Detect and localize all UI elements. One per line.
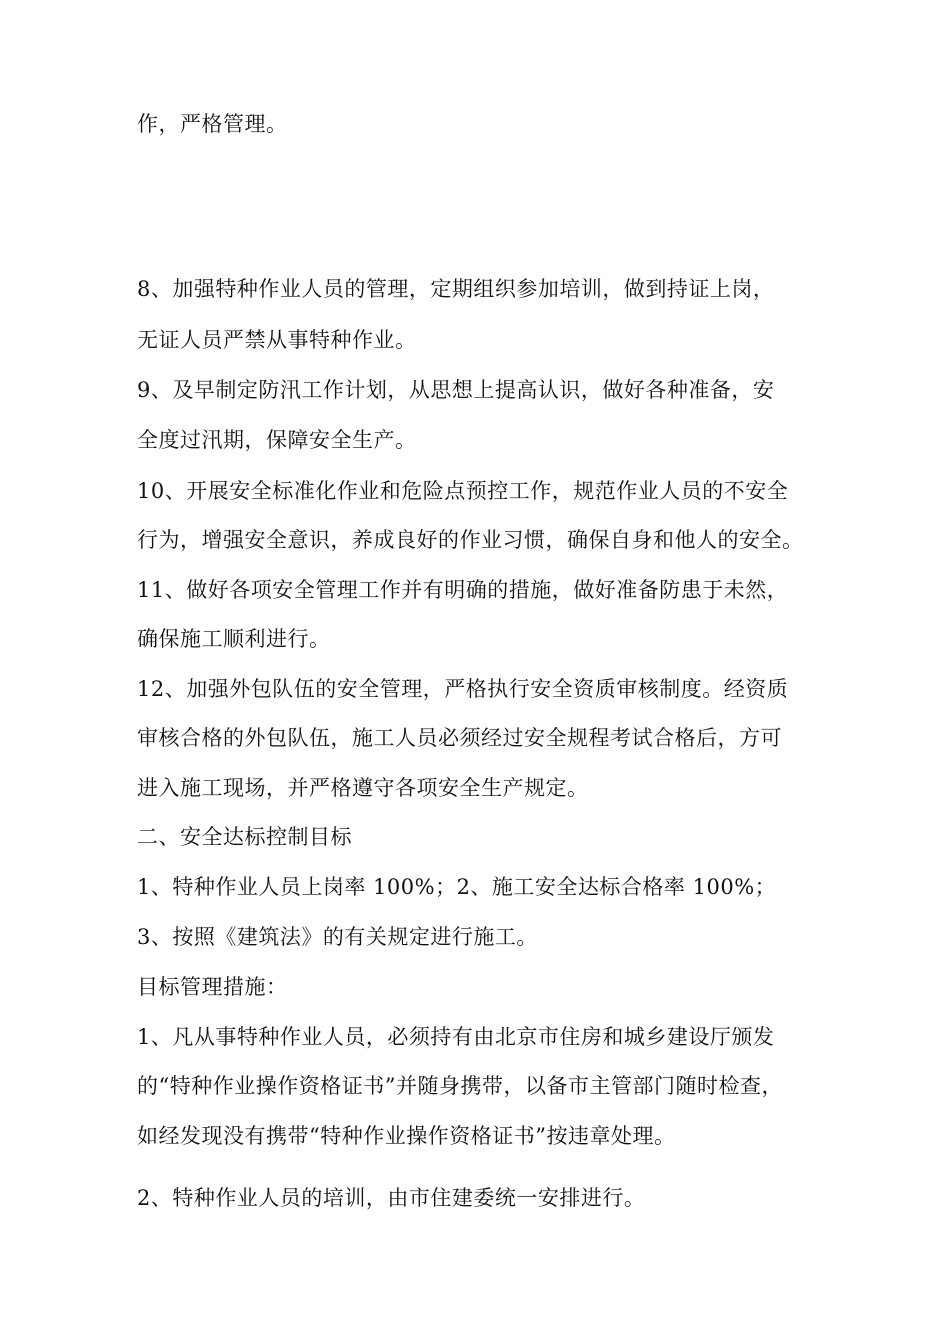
text-line: 10、开展安全标准化作业和危险点预控工作，规范作业人员的不安全: [137, 479, 789, 503]
text-line: 1、凡从事特种作业人员，必须持有由北京市住房和城乡建设厅颁发: [137, 1025, 775, 1049]
text-line: 无证人员严禁从事特种作业。: [137, 328, 417, 352]
text-line: 审核合格的外包队伍，施工人员必须经过安全规程考试合格后，方可: [137, 726, 782, 750]
section-heading: 二、安全达标控制目标: [137, 825, 352, 849]
subheading: 目标管理措施：: [137, 975, 288, 999]
text-line: 1、特种作业人员上岗率 100%；2、施工安全达标合格率 100%；: [137, 875, 777, 899]
text-line: 确保施工顺利进行。: [137, 627, 331, 651]
text-line: 3、按照《建筑法》的有关规定进行施工。: [137, 925, 538, 949]
text-line: 全度过汛期，保障安全生产。: [137, 428, 417, 452]
text-line: 作，严格管理。: [137, 112, 288, 136]
text-line: 进入施工现场，并严格遵守各项安全生产规定。: [137, 776, 589, 800]
text-line: 行为，增强安全意识，养成良好的作业习惯，确保自身和他人的安全。: [137, 528, 804, 552]
text-line: 12、加强外包队伍的安全管理，严格执行安全资质审核制度。经资质: [137, 677, 789, 701]
text-line: 如经发现没有携带“特种作业操作资格证书”按违章处理。: [137, 1124, 676, 1148]
text-line: 9、及早制定防汛工作计划，从思想上提高认识，做好各种准备，安: [137, 378, 775, 402]
text-line: 的“特种作业操作资格证书”并随身携带，以备市主管部门随时检查，: [137, 1074, 783, 1098]
text-line: 8、加强特种作业人员的管理，定期组织参加培训，做到持证上岗，: [137, 277, 775, 301]
text-line: 2、特种作业人员的培训，由市住建委统一安排进行。: [137, 1186, 646, 1210]
text-line: 11、做好各项安全管理工作并有明确的措施，做好准备防患于未然，: [137, 578, 789, 602]
